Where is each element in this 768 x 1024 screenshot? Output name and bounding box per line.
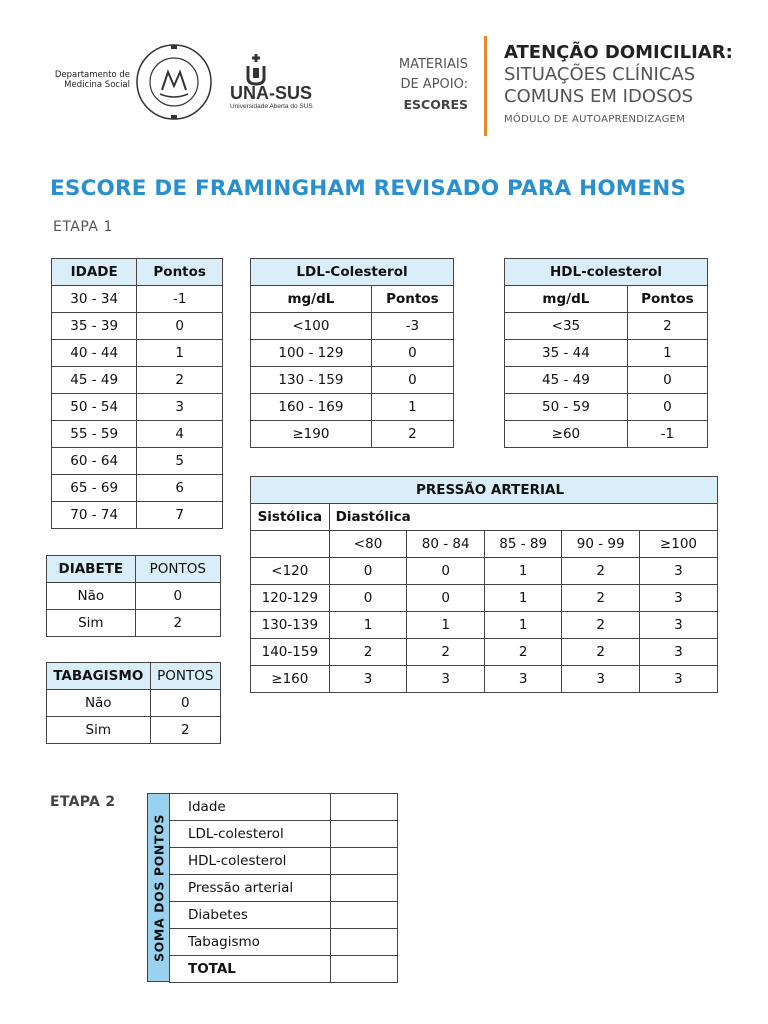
ldl-pontos-header: Pontos [371, 286, 453, 313]
tabagismo-header: TABAGISMO [47, 663, 151, 690]
diastolica-col: 80 - 84 [407, 531, 485, 558]
idade-cell: 50 - 54 [52, 394, 137, 421]
table-row [505, 340, 708, 367]
table-row [52, 475, 223, 502]
soma-side-text: SOMA DOS PONTOS [151, 813, 166, 962]
pontos-cell: 6 [137, 475, 223, 502]
department-label [50, 70, 130, 90]
ldl-mgdl-header: mg/dL [251, 286, 372, 313]
sistolica-cell: <120 [251, 558, 330, 585]
table-row [52, 421, 223, 448]
pontos-cell: -1 [137, 286, 223, 313]
soma-item-label: Tabagismo [170, 929, 331, 956]
idade-cell: 40 - 44 [52, 340, 137, 367]
ldl-cell: 100 - 129 [251, 340, 372, 367]
idade-header: IDADE [52, 259, 137, 286]
pontos-cell: 1 [484, 558, 562, 585]
idade-cell: 55 - 59 [52, 421, 137, 448]
table-row [251, 585, 718, 612]
table-row [52, 448, 223, 475]
table-row [251, 558, 718, 585]
pontos-cell: 2 [135, 610, 220, 637]
table-row [170, 794, 398, 821]
pontos-cell: 0 [135, 583, 220, 610]
pontos-cell: 1 [484, 612, 562, 639]
hdl-cell: 45 - 49 [505, 367, 628, 394]
table-row [47, 717, 221, 744]
ldl-table [250, 258, 454, 448]
diastolica-header: Diastólica [329, 504, 717, 531]
idade-table [51, 258, 223, 529]
sistolica-cell: ≥160 [251, 666, 330, 693]
pontos-cell: -1 [627, 421, 707, 448]
header-title-line-2: SITUAÇÕES CLÍNICAS [504, 64, 696, 85]
idade-cell: 35 - 39 [52, 313, 137, 340]
pontos-cell: 7 [137, 502, 223, 529]
pontos-cell: 3 [484, 666, 562, 693]
idade-pontos-header: Pontos [137, 259, 223, 286]
ldl-cell: 130 - 159 [251, 367, 372, 394]
pontos-cell: 0 [627, 394, 707, 421]
pontos-cell: 3 [639, 558, 717, 585]
dept-line-2: Medicina Social [64, 80, 130, 90]
pontos-cell: 1 [627, 340, 707, 367]
pontos-cell: 0 [150, 690, 220, 717]
pontos-cell: 3 [137, 394, 223, 421]
tabagismo-pontos-header: PONTOS [150, 663, 220, 690]
table-row [251, 612, 718, 639]
diabete-cell: Sim [47, 610, 136, 637]
sistolica-cell: 140-159 [251, 639, 330, 666]
soma-table [169, 793, 398, 983]
header-title-line-1: ATENÇÃO DOMICILIAR: [504, 42, 733, 63]
hdl-pontos-header: Pontos [627, 286, 707, 313]
pontos-cell: 2 [484, 639, 562, 666]
soma-item-label: HDL-colesterol [170, 848, 331, 875]
soma-total-field[interactable] [331, 956, 398, 983]
materiais-line-2: DE APOIO: [400, 77, 468, 92]
pontos-cell: 2 [562, 612, 640, 639]
soma-dos-pontos-label [147, 793, 170, 982]
table-row [52, 502, 223, 529]
pontos-cell: 2 [150, 717, 220, 744]
header-module-label: MÓDULO DE AUTOAPRENDIZAGEM [504, 114, 686, 125]
diastolica-col: <80 [329, 531, 407, 558]
table-row [170, 848, 398, 875]
materiais-label [380, 55, 468, 115]
table-row [251, 367, 454, 394]
pontos-cell: 3 [639, 666, 717, 693]
header-divider [484, 36, 487, 136]
pontos-cell: 0 [407, 585, 485, 612]
table-row [505, 394, 708, 421]
pontos-cell: 2 [627, 313, 707, 340]
hdl-cell: 50 - 59 [505, 394, 628, 421]
table-row [47, 610, 221, 637]
table-row [170, 875, 398, 902]
pontos-cell: 0 [627, 367, 707, 394]
pontos-cell: 0 [329, 585, 407, 612]
pontos-cell: 3 [407, 666, 485, 693]
diastolica-col: ≥100 [639, 531, 717, 558]
empty-cell [251, 531, 330, 558]
sistolica-cell: 120-129 [251, 585, 330, 612]
pontos-cell: -3 [371, 313, 453, 340]
pontos-cell: 2 [562, 585, 640, 612]
pontos-cell: 1 [371, 394, 453, 421]
hdl-mgdl-header: mg/dL [505, 286, 628, 313]
sistolica-cell: 130-139 [251, 612, 330, 639]
page-title: ESCORE DE FRAMINGHAM REVISADO PARA HOMENS [50, 176, 687, 201]
header-title-block [504, 42, 744, 125]
pontos-cell: 2 [137, 367, 223, 394]
pontos-cell: 0 [371, 340, 453, 367]
soma-item-label: Diabetes [170, 902, 331, 929]
hdl-cell: 35 - 44 [505, 340, 628, 367]
table-row [251, 666, 718, 693]
soma-item-label: Pressão arterial [170, 875, 331, 902]
idade-cell: 65 - 69 [52, 475, 137, 502]
pontos-cell: 2 [562, 558, 640, 585]
dept-line-1: Departamento de [54, 70, 130, 80]
table-row [251, 394, 454, 421]
pontos-cell: 1 [329, 612, 407, 639]
table-row [52, 340, 223, 367]
table-row [505, 313, 708, 340]
unasus-logo [228, 52, 328, 110]
pontos-cell: 3 [639, 639, 717, 666]
table-row [251, 421, 454, 448]
pontos-cell: 3 [639, 585, 717, 612]
pontos-cell: 2 [562, 639, 640, 666]
table-row [47, 583, 221, 610]
diabete-pontos-header: PONTOS [135, 556, 220, 583]
materiais-line-1: MATERIAIS [398, 57, 468, 72]
pontos-cell: 5 [137, 448, 223, 475]
pontos-cell: 3 [639, 612, 717, 639]
table-row [251, 340, 454, 367]
table-row [170, 929, 398, 956]
unasus-subtitle: Universidade Aberta do SUS [230, 103, 313, 110]
pontos-cell: 3 [562, 666, 640, 693]
pontos-cell: 1 [407, 612, 485, 639]
soma-value-field[interactable] [331, 794, 398, 821]
pontos-cell: 2 [329, 639, 407, 666]
etapa-2-label: ETAPA 2 [50, 794, 116, 810]
soma-item-label: LDL-colesterol [170, 821, 331, 848]
ldl-cell: <100 [251, 313, 372, 340]
idade-cell: 60 - 64 [52, 448, 137, 475]
pontos-cell: 1 [137, 340, 223, 367]
diastolica-col: 90 - 99 [562, 531, 640, 558]
idade-cell: 30 - 34 [52, 286, 137, 313]
unasus-symbol-icon [228, 52, 328, 110]
header-title-line-3: COMUNS EM IDOSOS [504, 86, 694, 107]
diabete-header: DIABETE [47, 556, 136, 583]
soma-value-field[interactable] [331, 821, 398, 848]
diastolica-col: 85 - 89 [484, 531, 562, 558]
soma-value-field[interactable] [331, 848, 398, 875]
ldl-cell: 160 - 169 [251, 394, 372, 421]
ldl-title: LDL-Colesterol [251, 259, 454, 286]
pontos-cell: 0 [329, 558, 407, 585]
university-seal-logo [134, 42, 214, 122]
table-row [251, 313, 454, 340]
idade-cell: 70 - 74 [52, 502, 137, 529]
table-row [47, 690, 221, 717]
table-row [52, 394, 223, 421]
table-row [251, 639, 718, 666]
pontos-cell: 2 [407, 639, 485, 666]
pontos-cell: 4 [137, 421, 223, 448]
hdl-title: HDL-colesterol [505, 259, 708, 286]
table-row [170, 902, 398, 929]
pontos-cell: 2 [371, 421, 453, 448]
idade-cell: 45 - 49 [52, 367, 137, 394]
soma-value-field[interactable] [331, 902, 398, 929]
tabagismo-cell: Não [47, 690, 151, 717]
pontos-cell: 0 [371, 367, 453, 394]
pontos-cell: 0 [137, 313, 223, 340]
table-row [170, 956, 398, 983]
pontos-cell: 0 [407, 558, 485, 585]
sistolica-header: Sistólica [251, 504, 330, 531]
table-row [52, 286, 223, 313]
tabagismo-cell: Sim [47, 717, 151, 744]
pressao-arterial-table [250, 476, 718, 693]
etapa-1-label: ETAPA 1 [53, 219, 113, 235]
pontos-cell: 1 [484, 585, 562, 612]
pressao-title: PRESSÃO ARTERIAL [251, 477, 718, 504]
hdl-cell: <35 [505, 313, 628, 340]
table-row [505, 367, 708, 394]
pontos-cell: 3 [329, 666, 407, 693]
hdl-cell: ≥60 [505, 421, 628, 448]
soma-value-field[interactable] [331, 929, 398, 956]
table-row [170, 821, 398, 848]
soma-item-label: Idade [170, 794, 331, 821]
materiais-line-3: ESCORES [403, 97, 468, 112]
table-row [52, 367, 223, 394]
hdl-table [504, 258, 708, 448]
table-row [52, 313, 223, 340]
diabete-cell: Não [47, 583, 136, 610]
unasus-name: UNA-SUS [230, 83, 313, 103]
ldl-cell: ≥190 [251, 421, 372, 448]
diabete-table [46, 555, 221, 637]
tabagismo-table [46, 662, 221, 744]
diastolica-columns-row [251, 531, 718, 558]
soma-total-label: TOTAL [170, 956, 331, 983]
table-row [505, 421, 708, 448]
soma-value-field[interactable] [331, 875, 398, 902]
